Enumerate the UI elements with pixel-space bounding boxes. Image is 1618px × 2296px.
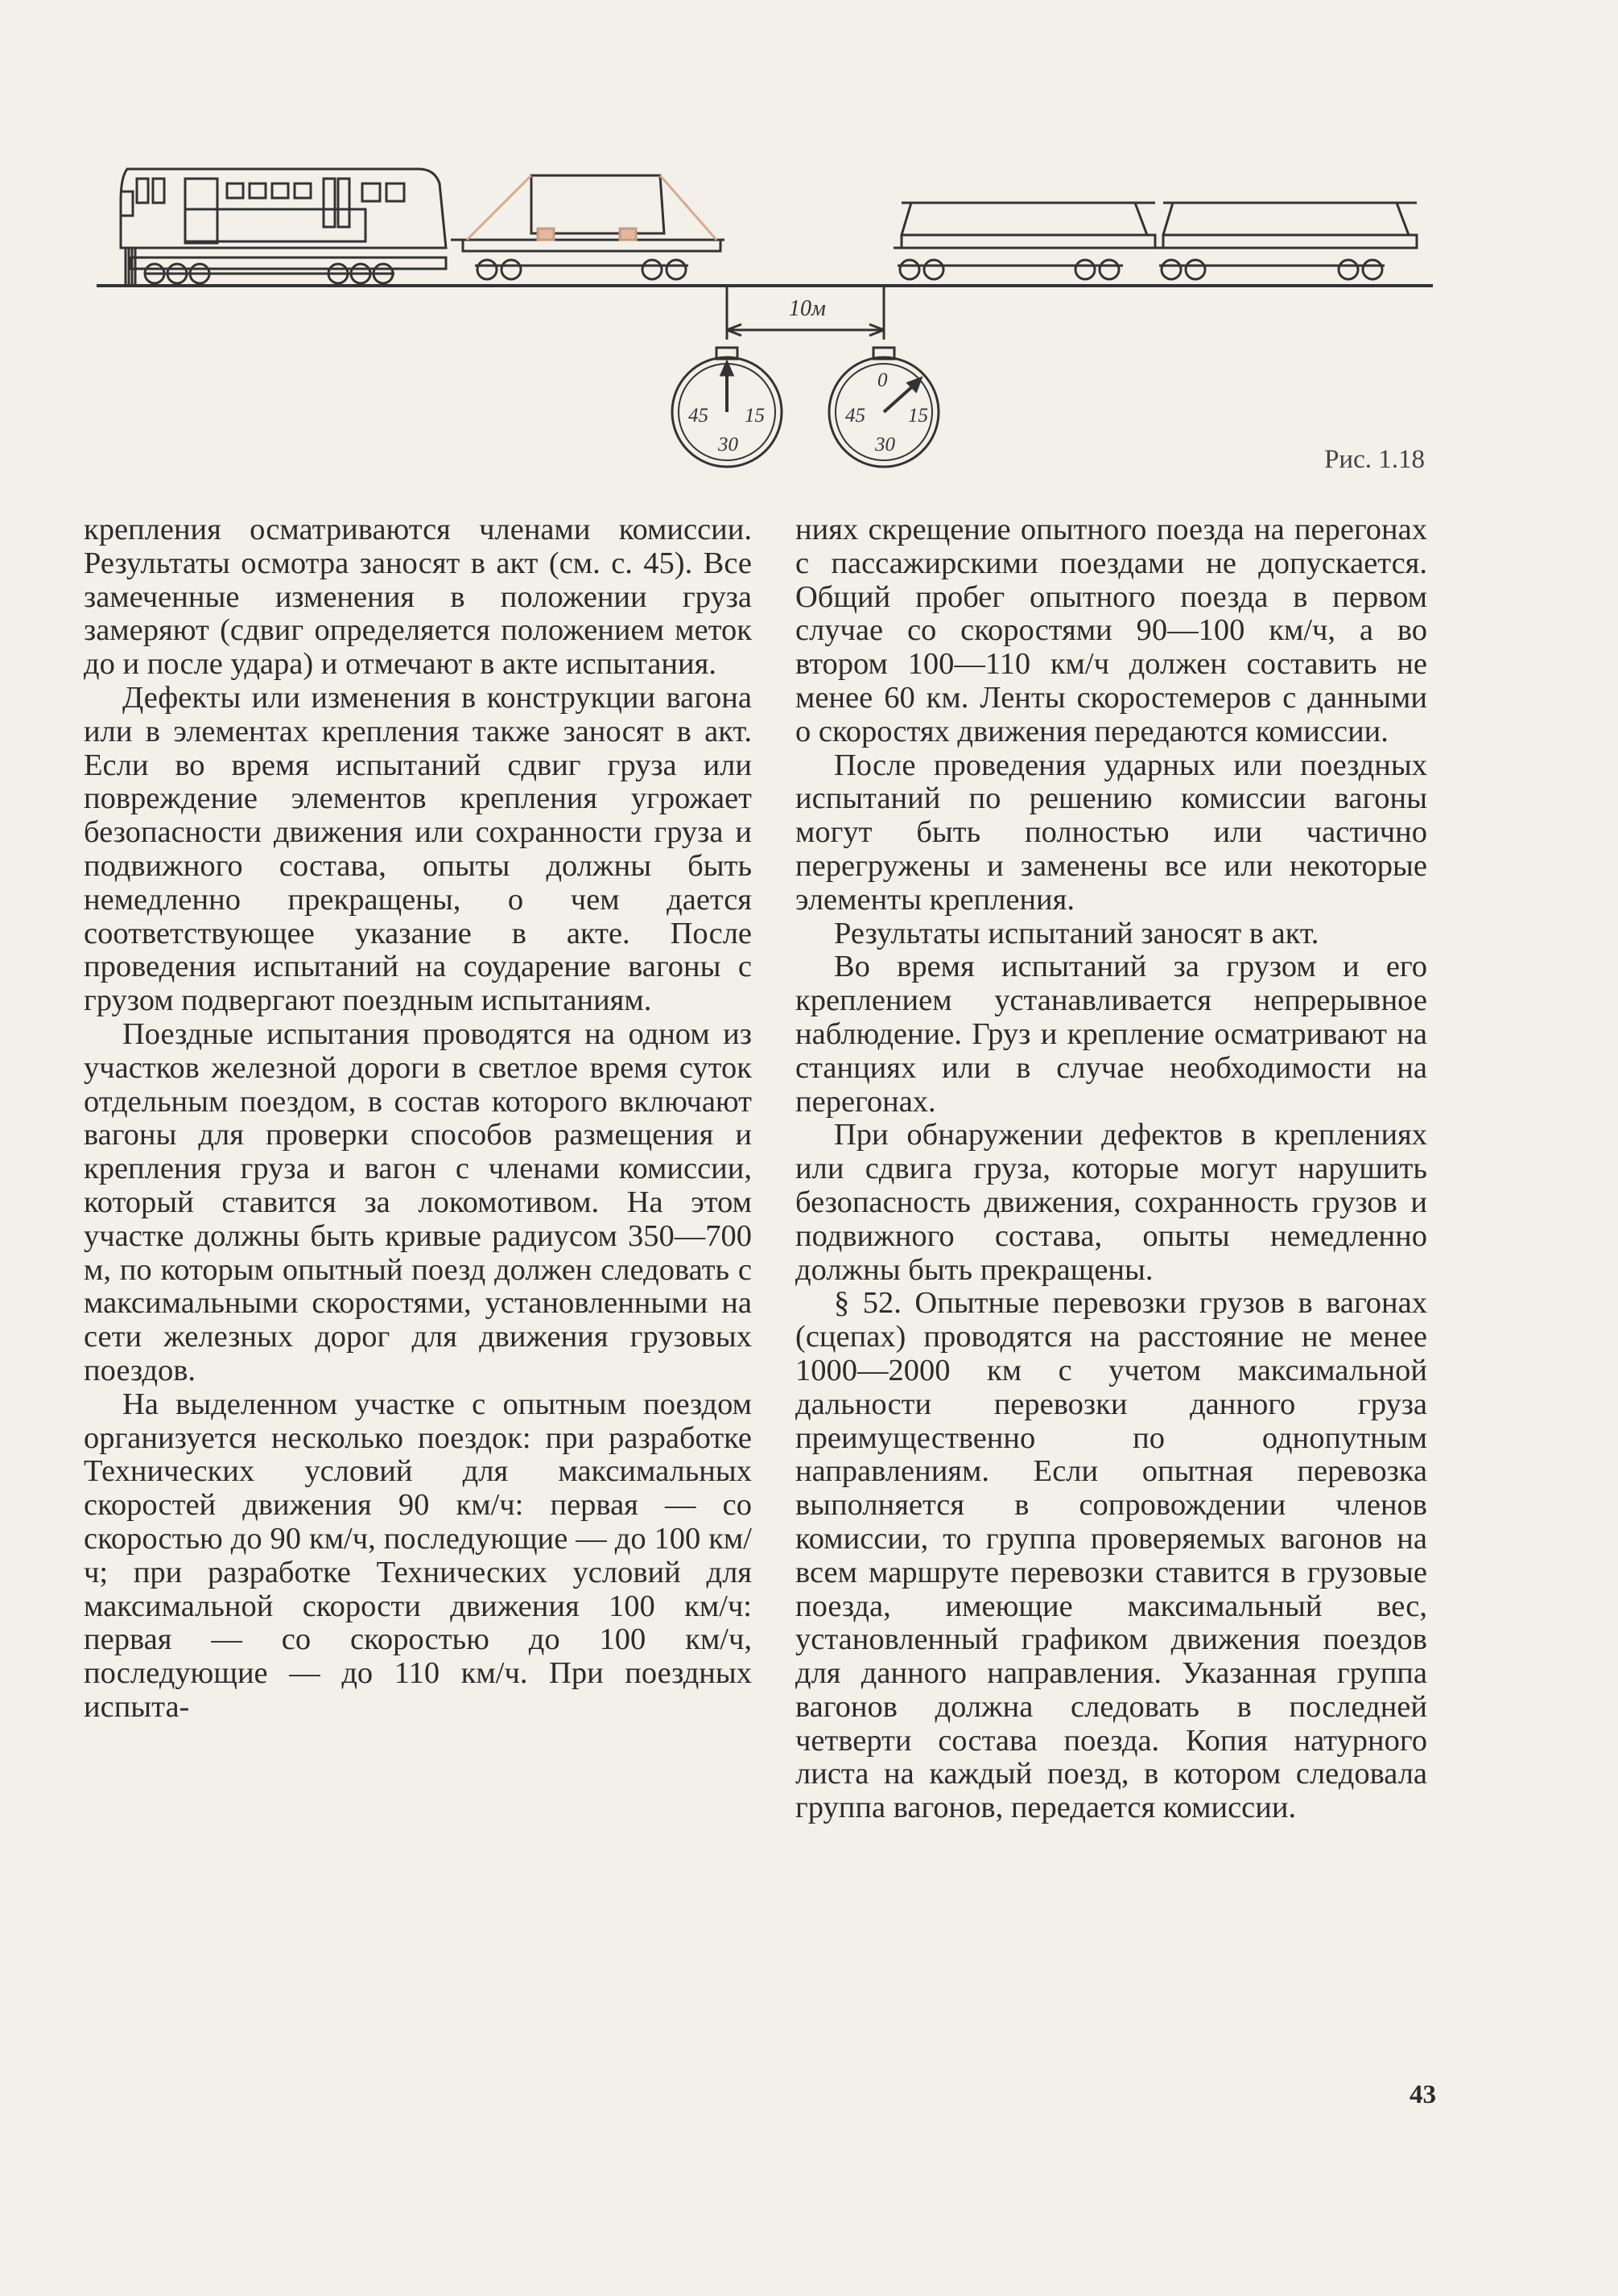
test-flatcar-with-cargo <box>451 175 724 279</box>
left-column <box>84 513 752 1725</box>
paragraph: § 52. Опытные перевозки грузов в вагонах (сцепах) проводятся на расстояние не менее 1000—2000 км с учетом максимальной дальности перевозки данного груза преимущественно по однопутным направлениям. Если опытная перевозка выполняется в сопровождении членов комиссии, то группа проверяемых вагонов на всем маршруте перевозки ставится в грузовые поезда, имеющие максимальный вес, установленный графиком движения поездов для данного направления. Указанная группа вагонов должна следовать в последней четверти состава поезда. Копия натурного листа на каждый поезд, в котором следовала группа вагонов, передается комиссии. <box>795 1286 1427 1825</box>
struck-wagon-2 <box>1155 203 1417 279</box>
right-dial-0: 0 <box>877 369 888 391</box>
right-dial-15: 15 <box>908 405 928 427</box>
train-test-figure <box>97 145 1449 483</box>
paragraph: На выделенном участке с опытным поездом организуется несколько поездок: при разработке Технических условий для максимальных скоростей движения 90 км/ч: первая — со скоростью до 90 км/ч, последующие — до 100 км/ч; при разработке Технических условий для максимальной скорости движения 100 км/ч: первая — со скоростью до 100 км/ч, последующие — до 110 км/ч. При поездных испыта- <box>84 1387 752 1724</box>
paragraph: Дефекты или изменения в конструкции вагона или в элементах крепления также заносят в акт. Если во время испытаний сдвиг груза или повреждение элементов крепления угрожает безопасности движения или сохранности груза и подвижного состава, опыты должны быть немедленно прекращены, о чем дается соответствующее указание в акте. После проведения испытаний на соударение вагоны с грузом подвергают поездным испытаниям. <box>84 680 752 1018</box>
figure-caption: Рис. 1.18 <box>1324 445 1425 474</box>
page-number: 43 <box>1410 2080 1436 2109</box>
struck-wagon-1 <box>894 203 1155 279</box>
paragraph: Результаты испытаний заносят в акт. <box>834 916 1319 950</box>
left-dial-30: 30 <box>718 434 738 455</box>
locomotive <box>121 169 446 286</box>
distance-label: 10м <box>789 296 826 321</box>
paragraph: крепления осматриваются членами комиссии. Результаты осмотра заносят в акт (см. с. 45). Все замеченные изменения в положении груза замеряют (сдвиг определяется положением меток до и после удара) и отмечают в акте испытания. <box>84 513 752 682</box>
right-column <box>795 513 1427 1825</box>
paragraph: Во время испытаний за грузом и его креплением устанавливается непрерывное наблюдение. Груз и крепление осматривают на станциях или в случае необходимости на перегонах. <box>795 950 1427 1119</box>
paragraph: При обнаружении дефектов в креплениях или сдвига груза, которые могут нарушить безопасность движения, сохранность грузов и подвижного состава, опыты немедленно должны быть прекращены. <box>795 1118 1427 1287</box>
left-dial-15: 15 <box>745 405 765 427</box>
paragraph: ниях скрещение опытного поезда на перегонах с пассажирскими поездами не допускается. Общий пробег опытного поезда в первом случае со скоростями 90—100 км/ч, а во втором 100—110 км/ч должен составить не менее 60 км. Ленты скоростемеров с данными о скоростях движения передаются комиссии. <box>795 513 1427 748</box>
right-stopwatch <box>829 348 939 467</box>
left-dial-45: 45 <box>688 405 708 427</box>
right-dial-30: 30 <box>875 434 895 455</box>
paragraph: После проведения ударных или поездных испытаний по решению комиссии вагоны могут быть полностью или частично перегружены и заменены все или некоторые элементы крепления. <box>795 748 1427 917</box>
left-stopwatch <box>672 348 782 467</box>
right-dial-45: 45 <box>845 405 865 427</box>
paragraph: Поездные испытания проводятся на одном из участков железной дороги в светлое время суток отдельным поездом, в состав которого включают вагоны для проверки способов размещения и крепления груза и вагон с членами комиссии, который ставится за локомотивом. На этом участке должны быть кривые радиусом 350—700 м, по которым опытный поезд должен следовать с максимальными скоростями, установленными на сети железных дорог для движения грузовых поездов. <box>84 1016 752 1387</box>
